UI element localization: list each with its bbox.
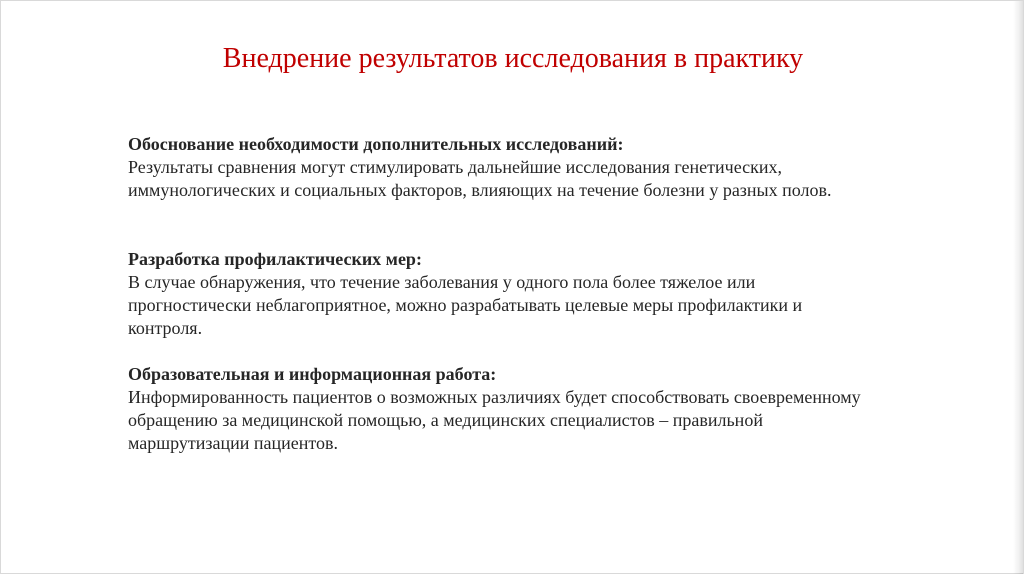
section-heading: Образовательная и информационная работа:	[128, 364, 497, 384]
section-spacer	[128, 202, 948, 248]
slide-content	[128, 133, 948, 455]
section-line: Информированность пациентов о возможных различиях будет способствовать своевременному	[128, 387, 861, 407]
section-spacer	[128, 340, 948, 363]
slide-edge-shadow	[1013, 1, 1023, 574]
slide-title: Внедрение результатов исследования в практику	[222, 43, 804, 74]
section-line: иммунологических и социальных факторов, влияющих на течение болезни у разных полов.	[128, 180, 832, 200]
section-line: контроля.	[128, 318, 203, 338]
section-heading: Обоснование необходимости дополнительных исследований:	[128, 134, 624, 154]
section-line: Результаты сравнения могут стимулировать дальнейшие исследования генетических,	[128, 157, 782, 177]
section-heading: Разработка профилактических мер:	[128, 249, 422, 269]
section-education-work	[128, 363, 948, 455]
section-line: маршрутизации пациентов.	[128, 433, 339, 453]
section-line: обращению за медицинской помощью, а медицинских специалистов – правильной	[128, 410, 763, 430]
section-prevention-measures	[128, 248, 948, 340]
section-line: прогностически неблагоприятное, можно разрабатывать целевые меры профилактики и	[128, 295, 803, 315]
section-research-justification	[128, 133, 948, 202]
section-line: В случае обнаружения, что течение заболевания у одного пола более тяжелое или	[128, 272, 756, 292]
